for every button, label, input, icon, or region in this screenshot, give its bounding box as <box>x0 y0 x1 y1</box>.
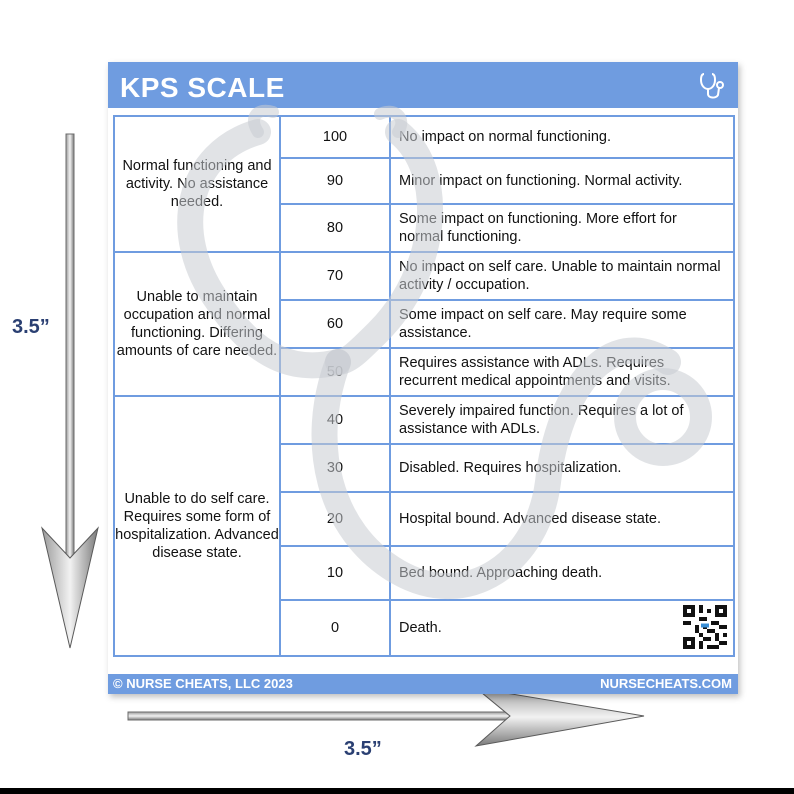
website-link[interactable]: NURSECHEATS.COM <box>600 676 732 691</box>
description-cell: Minor impact on functioning. Normal activity. <box>390 158 734 204</box>
description-cell: Requires assistance with ADLs. Requires recurrent medical appointments and visits. <box>390 348 734 396</box>
description-cell: No impact on self care. Unable to maintain normal activity / occupation. <box>390 252 734 300</box>
score-cell: 10 <box>280 546 390 600</box>
score-cell: 90 <box>280 158 390 204</box>
group-cell: Normal functioning and activity. No assistance needed. <box>114 116 280 252</box>
description-text: Death. <box>399 620 442 636</box>
score-cell: 100 <box>280 116 390 158</box>
score-cell: 50 <box>280 348 390 396</box>
score-cell: 0 <box>280 600 390 656</box>
bottom-border <box>0 788 794 794</box>
card-footer <box>108 674 738 694</box>
description-cell: Some impact on self care. May require some assistance. <box>390 300 734 348</box>
score-cell: 40 <box>280 396 390 444</box>
vertical-dimension-arrow <box>38 128 102 652</box>
table-row <box>114 396 734 444</box>
description-cell: Severely impaired function. Requires a lot of assistance with ADLs. <box>390 396 734 444</box>
description-cell: Disabled. Requires hospitalization. <box>390 444 734 492</box>
score-cell: 20 <box>280 492 390 546</box>
kps-card <box>108 62 738 694</box>
stethoscope-icon <box>696 70 728 102</box>
score-cell: 80 <box>280 204 390 252</box>
qr-code-icon <box>683 605 727 649</box>
description-cell: Bed bound. Approaching death. <box>390 546 734 600</box>
description-cell: Some impact on functioning. More effort for normal functioning. <box>390 204 734 252</box>
description-cell: No impact on normal functioning. <box>390 116 734 158</box>
page-title: KPS SCALE <box>120 72 285 103</box>
copyright-text: © NURSE CHEATS, LLC 2023 <box>113 676 293 691</box>
description-cell <box>390 600 734 656</box>
kps-table <box>113 115 735 657</box>
width-dimension-label: 3.5” <box>344 738 382 760</box>
group-cell: Unable to do self care. Requires some form of hospitalization. Advanced disease state. <box>114 396 280 656</box>
card-header <box>108 62 738 108</box>
table-row <box>114 252 734 300</box>
height-dimension-label: 3.5” <box>12 316 50 338</box>
description-cell: Hospital bound. Advanced disease state. <box>390 492 734 546</box>
table-row <box>114 116 734 158</box>
group-cell: Unable to maintain occupation and normal functioning. Differing amounts of care needed. <box>114 252 280 396</box>
score-cell: 60 <box>280 300 390 348</box>
score-cell: 30 <box>280 444 390 492</box>
score-cell: 70 <box>280 252 390 300</box>
